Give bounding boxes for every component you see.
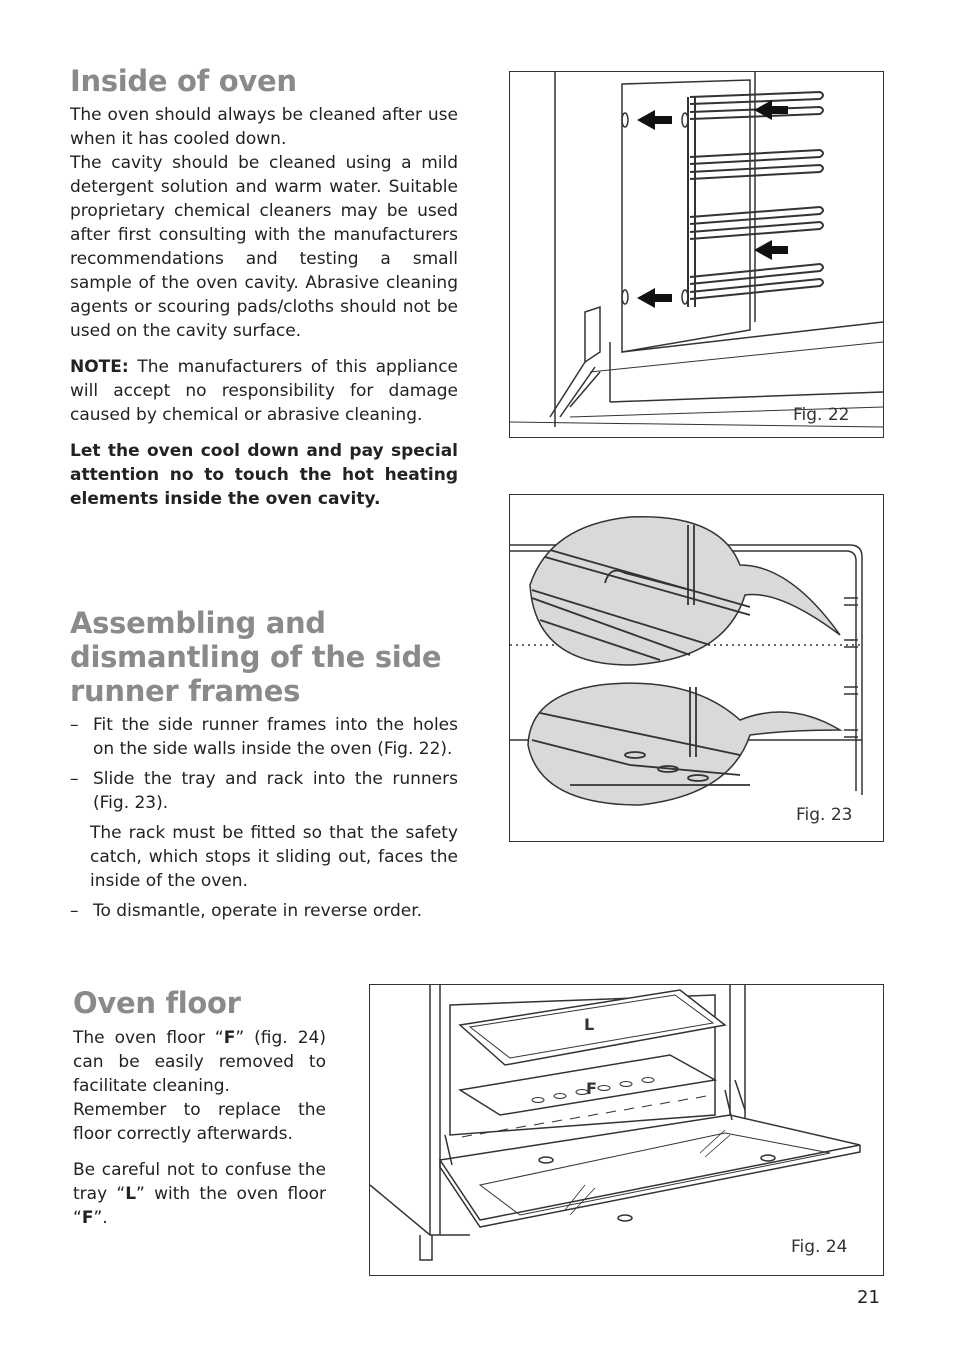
side-runner-drawing bbox=[510, 72, 883, 437]
oven-floor-para-3: Be careful not to confuse the tray “L” with the oven floor “F”. bbox=[73, 1160, 326, 1228]
oven-floor-heading: Oven floor bbox=[73, 986, 241, 1020]
list-dash: – bbox=[70, 769, 79, 789]
list-item bbox=[70, 767, 458, 815]
runner-frames-text bbox=[70, 713, 458, 929]
runner-frames-list bbox=[70, 713, 458, 815]
tray-and-rack-drawing bbox=[510, 495, 883, 841]
list-dash: – bbox=[70, 715, 79, 735]
floor-letter: F bbox=[223, 1028, 236, 1048]
floor-letter: F bbox=[81, 1208, 94, 1228]
floor-label-f: F bbox=[586, 1079, 597, 1098]
list-item-text: Fit the side runner frames into the holes on the side walls inside the oven (Fig. 22). bbox=[93, 715, 458, 759]
list-dash: – bbox=[70, 901, 79, 921]
inside-oven-text bbox=[70, 103, 458, 511]
note-text: The manufacturers of this appliance will accept no responsibility for damage caused by chemical or abrasive cleaning. bbox=[70, 357, 459, 425]
inside-oven-para-1b: The cavity should be cleaned using a mild detergent solution and warm water. Suitable proprietary chemical cleaners may be used after first consulting with the manufacturers recommendations and testing a small sample of the oven cavity. Abrasive cleaning agents or scouring pads/cloths should not be used on the cavity surface. bbox=[70, 153, 458, 341]
figure-22-caption: Fig. 22 bbox=[793, 405, 850, 425]
runner-frames-note: The rack must be fitted so that the safety catch, which stops it sliding out, faces the inside of the oven. bbox=[90, 823, 458, 891]
inside-oven-note bbox=[70, 355, 458, 427]
figure-23 bbox=[509, 494, 884, 842]
list-item bbox=[70, 899, 458, 923]
inside-oven-para-1a: The oven should always be cleaned after use when it has cooled down. bbox=[70, 105, 458, 149]
figure-23-caption: Fig. 23 bbox=[796, 805, 853, 825]
note-label: NOTE: bbox=[70, 357, 129, 377]
runner-frames-list-2 bbox=[70, 899, 458, 923]
oven-floor-text bbox=[73, 1026, 326, 1230]
oven-floor-drawing bbox=[370, 985, 883, 1275]
tray-label-l: L bbox=[584, 1015, 595, 1034]
tray-letter: L bbox=[125, 1184, 137, 1204]
oven-floor-para-2: Remember to replace the floor correctly afterwards. bbox=[73, 1100, 326, 1144]
list-item-text: To dismantle, operate in reverse order. bbox=[93, 901, 423, 921]
figure-24 bbox=[369, 984, 884, 1276]
list-item-text: Slide the tray and rack into the runners (Fig. 23). bbox=[93, 769, 458, 813]
figure-24-caption: Fig. 24 bbox=[791, 1237, 848, 1257]
runner-frames-heading: Assembling and dismantling of the side runner frames bbox=[70, 606, 442, 708]
page-number: 21 bbox=[857, 1287, 880, 1308]
figure-22 bbox=[509, 71, 884, 438]
oven-floor-para-1: The oven floor “F” (fig. 24) can be easily removed to facilitate cleaning. bbox=[73, 1028, 326, 1096]
inside-oven-warning: Let the oven cool down and pay special attention no to touch the hot heating elements inside the oven cavity. bbox=[70, 441, 458, 509]
inside-oven-heading: Inside of oven bbox=[70, 64, 297, 98]
list-item bbox=[70, 713, 458, 761]
